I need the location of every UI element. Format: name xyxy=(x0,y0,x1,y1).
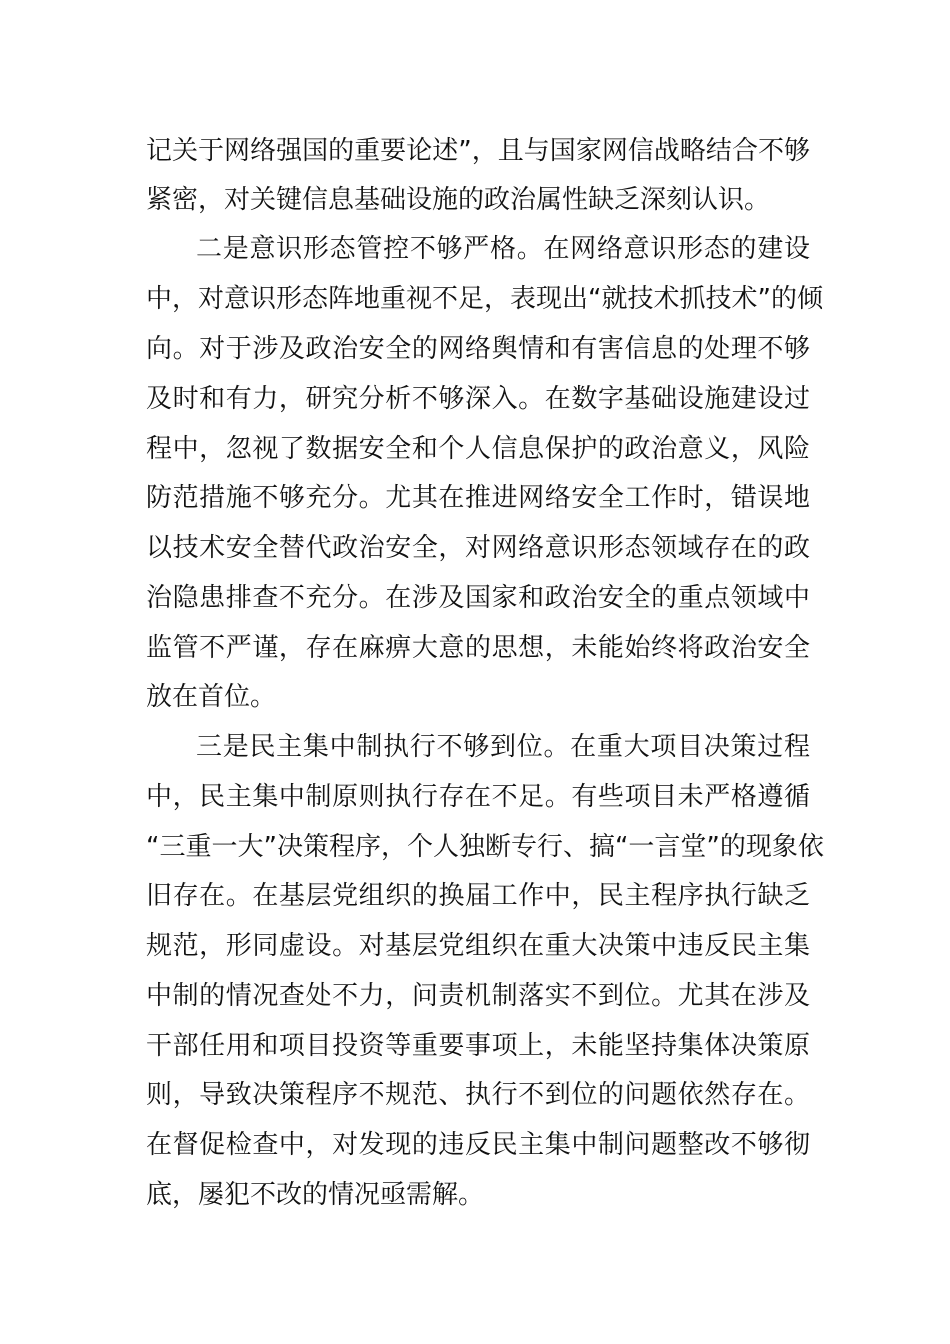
paragraph-3-line-9: 在督促检查中，对发现的违反民主集中制问题整改不够彻 xyxy=(146,1130,810,1160)
paragraph-3-line-10: 底，屡犯不改的情况亟需解。 xyxy=(146,1180,485,1210)
paragraph-3-line-1: 三是民主集中制执行不够到位。在重大项目决策过程 xyxy=(196,732,810,762)
paragraph-2-line-10: 放在首位。 xyxy=(146,682,277,712)
paragraph-2-line-3: 向。对于涉及政治安全的网络舆情和有害信息的处理不够 xyxy=(146,334,810,364)
paragraph-2-line-4: 及时和有力，研究分析不够深入。在数字基础设施建设过 xyxy=(146,384,810,414)
paragraph-3-line-8: 则，导致决策程序不规范、执行不到位的问题依然存在。 xyxy=(146,1080,810,1110)
paragraph-3-line-4: 旧存在。在基层党组织的换届工作中，民主程序执行缺乏 xyxy=(146,881,810,911)
paragraph-2-line-9: 监管不严谨，存在麻痹大意的思想，未能始终将政治安全 xyxy=(146,633,810,663)
paragraph-2-line-1: 二是意识形态管控不够严格。在网络意识形态的建设 xyxy=(196,234,810,264)
paragraph-1-line-2: 紧密，对关键信息基础设施的政治属性缺乏深刻认识。 xyxy=(146,185,771,215)
paragraph-2-line-7: 以技术安全替代政治安全，对网络意识形态领域存在的政 xyxy=(146,533,810,563)
paragraph-3-line-5: 规范，形同虚设。对基层党组织在重大决策中违反民主集 xyxy=(146,931,810,961)
paragraph-3-line-3: “三重一大”决策程序，个人独断专行、搞“一言堂”的现象依 xyxy=(146,832,824,862)
paragraph-2-line-6: 防范措施不够充分。尤其在推进网络安全工作时，错误地 xyxy=(146,483,810,513)
paragraph-2-line-8: 治隐患排查不充分。在涉及国家和政治安全的重点领域中 xyxy=(146,583,810,613)
paragraph-2-line-2: 中，对意识形态阵地重视不足，表现出“就技术抓技术”的倾 xyxy=(146,284,823,314)
paragraph-3-line-6: 中制的情况查处不力，问责机制落实不到位。尤其在涉及 xyxy=(146,981,810,1011)
paragraph-1-line-1: 记关于网络强国的重要论述”，且与国家网信战略结合不够 xyxy=(146,136,810,166)
paragraph-3-line-2: 中，民主集中制原则执行存在不足。有些项目未严格遵循 xyxy=(146,782,810,812)
paragraph-3-line-7: 干部任用和项目投资等重要事项上，未能坚持集体决策原 xyxy=(146,1031,810,1061)
paragraph-2-line-5: 程中，忽视了数据安全和个人信息保护的政治意义，风险 xyxy=(146,434,810,464)
